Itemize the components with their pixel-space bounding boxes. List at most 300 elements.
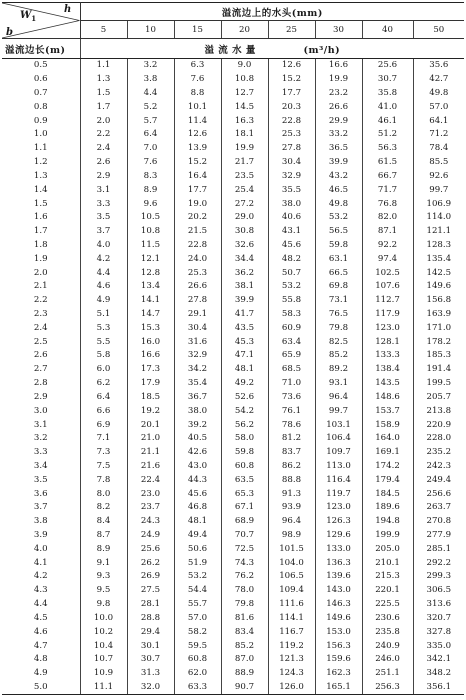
table-cell: 142.5 — [413, 266, 464, 280]
table-cell: 21.6 — [127, 460, 174, 474]
row-label-b: 3.1 — [2, 418, 80, 432]
table-cell: 29.9 — [315, 114, 362, 128]
table-cell: 213.8 — [413, 404, 464, 418]
table-cell: 14.5 — [221, 100, 268, 114]
table-row — [2, 59, 464, 73]
table-cell: 5.2 — [127, 100, 174, 114]
table-cell: 70.7 — [221, 529, 268, 543]
table-cell: 25.3 — [174, 266, 221, 280]
table-cell: 189.6 — [362, 501, 413, 515]
table-cell: 27.8 — [174, 294, 221, 308]
table-row — [2, 584, 464, 598]
table-cell: 15.3 — [127, 321, 174, 335]
table-cell: 35.4 — [174, 377, 221, 391]
row-label-b: 1.1 — [2, 142, 80, 156]
table-cell: 41.0 — [362, 100, 413, 114]
table-cell: 79.8 — [315, 321, 362, 335]
table-cell: 39.9 — [315, 156, 362, 170]
table-cell: 199.9 — [362, 529, 413, 543]
table-cell: 104.0 — [268, 556, 315, 570]
table-cell: 22.8 — [174, 239, 221, 253]
table-cell: 9.3 — [96, 571, 111, 582]
table-cell: 25.4 — [221, 183, 268, 197]
row-label-b: 4.6 — [2, 625, 80, 639]
row-label-b: 2.5 — [2, 335, 80, 349]
table-row — [2, 225, 464, 239]
table-row — [2, 100, 464, 114]
table-cell: 43.5 — [221, 321, 268, 335]
table-row — [2, 335, 464, 349]
table-cell: 65.3 — [221, 487, 268, 501]
row-label-b: 0.8 — [2, 100, 80, 114]
table-cell: 220.1 — [362, 584, 413, 598]
table-cell: 139.6 — [315, 570, 362, 584]
row-label-b: 4.7 — [2, 639, 80, 653]
table-cell: 92.2 — [362, 239, 413, 253]
table-cell: 26.6 — [174, 280, 221, 294]
table-row — [2, 542, 464, 556]
table-cell: 13.9 — [174, 142, 221, 156]
table-cell: 42.7 — [413, 73, 464, 87]
table-cell: 9.6 — [127, 197, 174, 211]
table-cell: 29.4 — [127, 625, 174, 639]
table-cell: 18.1 — [221, 128, 268, 142]
table-cell: 51.9 — [174, 556, 221, 570]
row-label-b: 4.2 — [2, 570, 80, 584]
table-cell: 11.1 — [80, 681, 127, 695]
table-cell: 32.6 — [221, 239, 268, 253]
table-row — [2, 377, 464, 391]
table-cell: 11.4 — [174, 114, 221, 128]
table-cell: 116.4 — [315, 473, 362, 487]
table-cell: 2.2 — [96, 129, 111, 140]
table-row — [2, 667, 464, 681]
table-cell: 52.6 — [221, 391, 268, 405]
table-cell: 10.9 — [93, 668, 114, 679]
table-cell: 205.7 — [413, 391, 464, 405]
table-cell: 10.1 — [174, 100, 221, 114]
row-label-b: 2.7 — [2, 363, 80, 377]
table-cell: 45.6 — [268, 239, 315, 253]
table-cell: 8.0 — [96, 488, 111, 499]
table-cell: 102.5 — [362, 266, 413, 280]
table-cell: 230.6 — [362, 612, 413, 626]
row-label-b: 3.7 — [2, 501, 80, 515]
table-cell: 55.7 — [174, 598, 221, 612]
table-cell: 128.3 — [413, 239, 464, 253]
table-cell: 23.2 — [315, 87, 362, 101]
table-cell: 50.7 — [268, 266, 315, 280]
table-row — [2, 473, 464, 487]
table-cell: 30.4 — [268, 156, 315, 170]
table-cell: 138.4 — [362, 363, 413, 377]
table-cell: 4.6 — [96, 281, 111, 292]
table-cell: 25.3 — [268, 128, 315, 142]
table-cell: 7.0 — [127, 142, 174, 156]
table-cell: 36.2 — [221, 266, 268, 280]
table-cell: 2.4 — [96, 143, 111, 154]
table-cell: 19.9 — [315, 73, 362, 87]
table-cell: 49.8 — [413, 87, 464, 101]
table-cell: 14.1 — [127, 294, 174, 308]
table-cell: 68.9 — [221, 515, 268, 529]
table-cell: 17.3 — [127, 363, 174, 377]
row-label-b: 2.3 — [2, 308, 80, 322]
table-row — [2, 501, 464, 515]
table-row — [2, 142, 464, 156]
table-row — [2, 460, 464, 474]
row-label-b: 0.9 — [2, 114, 80, 128]
table-cell: 114.1 — [268, 612, 315, 626]
table-cell: 5.1 — [96, 309, 111, 320]
row-label-b: 3.4 — [2, 460, 80, 474]
table-cell: 28.8 — [127, 612, 174, 626]
table-cell: 34.4 — [221, 252, 268, 266]
row-label-b: 0.5 — [2, 59, 80, 73]
table-cell: 12.6 — [268, 59, 315, 73]
table-cell: 24.9 — [127, 529, 174, 543]
table-cell: 240.9 — [362, 639, 413, 653]
table-cell: 63.1 — [315, 252, 362, 266]
table-cell: 158.9 — [362, 418, 413, 432]
table-cell: 92.6 — [413, 170, 464, 184]
table-cell: 38.1 — [221, 280, 268, 294]
table-cell: 3.2 — [127, 59, 174, 73]
table-cell: 46.5 — [315, 183, 362, 197]
table-cell: 16.0 — [127, 335, 174, 349]
table-row — [2, 363, 464, 377]
table-cell: 270.8 — [413, 515, 464, 529]
row-label-b: 2.8 — [2, 377, 80, 391]
table-cell: 164.0 — [362, 432, 413, 446]
row-label-b: 2.4 — [2, 321, 80, 335]
table-cell: 32.9 — [268, 170, 315, 184]
table-cell: 39.9 — [221, 294, 268, 308]
table-row — [2, 128, 464, 142]
table-row — [2, 87, 464, 101]
table-cell: 146.3 — [315, 598, 362, 612]
table-cell: 74.3 — [221, 556, 268, 570]
table-row — [2, 570, 464, 584]
table-cell: 263.7 — [413, 501, 464, 515]
table-cell: 63.3 — [174, 681, 221, 695]
table-cell: 143.0 — [315, 584, 362, 598]
table-cell: 49.8 — [315, 197, 362, 211]
row-label-b: 1.8 — [2, 239, 80, 253]
table-cell: 47.1 — [221, 349, 268, 363]
table-cell: 65.9 — [268, 349, 315, 363]
table-cell: 153.7 — [362, 404, 413, 418]
row-label-b: 4.3 — [2, 584, 80, 598]
table-cell: 256.6 — [413, 487, 464, 501]
corner-header-cell — [2, 3, 80, 39]
table-cell: 6.3 — [174, 59, 221, 73]
table-cell: 8.7 — [96, 530, 111, 541]
table-cell: 21.5 — [174, 225, 221, 239]
table-cell: 72.5 — [221, 542, 268, 556]
table-cell: 8.2 — [96, 502, 111, 513]
table-cell: 29.0 — [221, 211, 268, 225]
table-cell: 191.4 — [413, 363, 464, 377]
table-cell: 85.2 — [315, 349, 362, 363]
column-header-h-15: 15 — [174, 21, 221, 39]
row-label-b: 2.6 — [2, 349, 80, 363]
overflow-flow-table — [2, 2, 464, 695]
table-row — [2, 211, 464, 225]
table-cell: 169.1 — [362, 446, 413, 460]
table-cell: 38.0 — [174, 404, 221, 418]
table-cell: 35.5 — [268, 183, 315, 197]
table-cell: 242.3 — [413, 460, 464, 474]
table-row — [2, 73, 464, 87]
table-cell: 24.3 — [127, 515, 174, 529]
table-cell: 76.5 — [315, 308, 362, 322]
table-cell: 57.0 — [174, 612, 221, 626]
table-cell: 299.3 — [413, 570, 464, 584]
table-cell: 26.6 — [315, 100, 362, 114]
table-cell: 17.7 — [268, 87, 315, 101]
table-cell: 10.5 — [127, 211, 174, 225]
table-cell: 5.5 — [96, 336, 111, 347]
table-cell: 3.1 — [96, 184, 111, 195]
table-cell: 10.7 — [93, 654, 114, 665]
table-cell: 16.3 — [221, 114, 268, 128]
table-cell: 7.3 — [96, 447, 111, 458]
table-cell: 87.1 — [362, 225, 413, 239]
table-cell: 42.6 — [174, 446, 221, 460]
table-cell: 251.1 — [362, 667, 413, 681]
row-label-b: 1.9 — [2, 252, 80, 266]
table-cell: 220.9 — [413, 418, 464, 432]
table-cell: 133.3 — [362, 349, 413, 363]
table-cell: 129.6 — [315, 529, 362, 543]
table-cell: 93.1 — [315, 377, 362, 391]
table-row — [2, 487, 464, 501]
table-cell: 199.5 — [413, 377, 464, 391]
corner-label-h: h — [64, 4, 72, 15]
row-label-b: 4.0 — [2, 542, 80, 556]
table-cell: 16.6 — [315, 59, 362, 73]
table-cell: 21.7 — [221, 156, 268, 170]
table-cell: 162.3 — [315, 667, 362, 681]
table-cell: 73.6 — [268, 391, 315, 405]
table-row — [2, 639, 464, 653]
table-cell: 342.1 — [413, 653, 464, 667]
table-cell: 123.0 — [362, 321, 413, 335]
column-header-h-20: 20 — [221, 21, 268, 39]
table-cell: 61.5 — [362, 156, 413, 170]
table-cell: 46.1 — [362, 114, 413, 128]
table-cell: 28.1 — [127, 598, 174, 612]
table-row — [2, 197, 464, 211]
table-cell: 179.4 — [362, 473, 413, 487]
table-cell: 82.0 — [362, 211, 413, 225]
table-cell: 53.2 — [315, 211, 362, 225]
table-cell: 30.1 — [127, 639, 174, 653]
table-cell: 36.5 — [315, 142, 362, 156]
table-cell: 26.9 — [127, 570, 174, 584]
row-label-b: 2.0 — [2, 266, 80, 280]
table-cell: 32.0 — [127, 681, 174, 695]
table-cell: 43.1 — [268, 225, 315, 239]
table-cell: 23.7 — [127, 501, 174, 515]
row-label-b: 2.1 — [2, 280, 80, 294]
table-cell: 126.3 — [315, 515, 362, 529]
table-cell: 27.5 — [127, 584, 174, 598]
table-cell: 8.9 — [127, 183, 174, 197]
table-cell: 88.9 — [221, 667, 268, 681]
table-cell: 114.0 — [413, 211, 464, 225]
table-cell: 116.7 — [268, 625, 315, 639]
table-cell: 58.0 — [221, 432, 268, 446]
row-label-b: 5.0 — [2, 681, 80, 695]
table-cell: 2.0 — [96, 115, 111, 126]
table-cell: 16.6 — [127, 349, 174, 363]
table-cell: 45.3 — [221, 335, 268, 349]
table-cell: 4.2 — [96, 253, 111, 264]
table-cell: 106.5 — [268, 570, 315, 584]
table-cell: 2.9 — [96, 170, 111, 181]
table-cell: 63.5 — [221, 473, 268, 487]
values-unit: (m³/h) — [303, 44, 341, 56]
table-row — [2, 625, 464, 639]
table-cell: 32.9 — [174, 349, 221, 363]
row-label-b: 1.5 — [2, 197, 80, 211]
table-cell: 106.4 — [315, 432, 362, 446]
table-cell: 69.8 — [315, 280, 362, 294]
table-cell: 7.1 — [96, 433, 111, 444]
table-cell: 11.5 — [127, 239, 174, 253]
table-cell: 6.9 — [96, 419, 111, 430]
table-row — [2, 515, 464, 529]
table-cell: 58.2 — [174, 625, 221, 639]
table-cell: 9.0 — [221, 59, 268, 73]
table-cell: 165.1 — [315, 681, 362, 695]
table-cell: 56.2 — [221, 418, 268, 432]
row-label-b: 3.3 — [2, 446, 80, 460]
table-cell: 48.1 — [174, 515, 221, 529]
corner-label-w: $W_1$ — [20, 10, 37, 23]
table-cell: 163.9 — [413, 308, 464, 322]
table-cell: 10.8 — [221, 73, 268, 87]
row-label-b: 4.5 — [2, 612, 80, 626]
column-header-h-10: 10 — [127, 21, 174, 39]
table-cell: 156.8 — [413, 294, 464, 308]
table-cell: 20.2 — [174, 211, 221, 225]
table-cell: 235.8 — [362, 625, 413, 639]
table-row — [2, 653, 464, 667]
table-row — [2, 404, 464, 418]
table-cell: 99.7 — [315, 404, 362, 418]
table-cell: 133.0 — [315, 542, 362, 556]
table-cell: 10.4 — [93, 640, 114, 651]
table-cell: 7.6 — [174, 73, 221, 87]
table-cell: 4.9 — [96, 295, 111, 306]
table-cell: 327.8 — [413, 625, 464, 639]
table-cell: 68.5 — [268, 363, 315, 377]
table-cell: 4.0 — [96, 239, 111, 250]
row-label-b: 4.8 — [2, 653, 80, 667]
table-cell: 5.8 — [96, 350, 111, 361]
table-cell: 5.7 — [127, 114, 174, 128]
table-cell: 27.8 — [268, 142, 315, 156]
table-cell: 178.2 — [413, 335, 464, 349]
table-row — [2, 681, 464, 695]
column-header-h-40: 40 — [362, 21, 413, 39]
table-cell: 9.5 — [96, 585, 111, 596]
table-cell: 83.4 — [221, 625, 268, 639]
table-row — [2, 349, 464, 363]
table-cell: 3.3 — [96, 198, 111, 209]
row-label-b: 1.6 — [2, 211, 80, 225]
table-cell: 7.8 — [96, 474, 111, 485]
table-cell: 13.4 — [127, 280, 174, 294]
table-cell: 34.2 — [174, 363, 221, 377]
table-cell: 40.6 — [268, 211, 315, 225]
table-cell: 277.9 — [413, 529, 464, 543]
table-cell: 44.3 — [174, 473, 221, 487]
table-cell: 49.4 — [174, 529, 221, 543]
table-cell: 107.6 — [362, 280, 413, 294]
table-cell: 124.3 — [268, 667, 315, 681]
table-cell: 20.1 — [127, 418, 174, 432]
row-label-b: 0.6 — [2, 73, 80, 87]
table-cell: 30.4 — [174, 321, 221, 335]
table-cell: 25.6 — [362, 59, 413, 73]
table-row — [2, 252, 464, 266]
table-cell: 41.7 — [221, 308, 268, 322]
table-cell: 121.3 — [268, 653, 315, 667]
table-cell: 33.2 — [315, 128, 362, 142]
row-label-b: 4.1 — [2, 556, 80, 570]
table-cell: 98.9 — [268, 529, 315, 543]
table-cell: 159.6 — [315, 653, 362, 667]
row-label-b: 3.9 — [2, 529, 80, 543]
table-cell: 7.5 — [96, 460, 111, 471]
table-cell: 10.0 — [93, 612, 114, 623]
table-cell: 57.0 — [413, 100, 464, 114]
table-cell: 17.9 — [127, 377, 174, 391]
table-cell: 10.8 — [127, 225, 174, 239]
table-cell: 156.3 — [315, 639, 362, 653]
row-label-b: 2.2 — [2, 294, 80, 308]
table-cell: 101.5 — [268, 542, 315, 556]
flow-table-sheet — [2, 2, 464, 696]
table-cell: 14.7 — [127, 308, 174, 322]
table-cell: 9.8 — [96, 599, 111, 610]
row-label-b: 0.7 — [2, 87, 80, 101]
row-label-b: 1.2 — [2, 156, 80, 170]
table-cell: 348.2 — [413, 667, 464, 681]
table-row — [2, 266, 464, 280]
table-cell: 96.4 — [268, 515, 315, 529]
table-cell: 71.7 — [362, 183, 413, 197]
table-cell: 71.0 — [268, 377, 315, 391]
table-cell: 103.1 — [315, 418, 362, 432]
table-cell: 88.8 — [268, 473, 315, 487]
table-cell: 149.6 — [413, 280, 464, 294]
table-cell: 56.5 — [315, 225, 362, 239]
table-cell: 81.6 — [221, 612, 268, 626]
table-cell: 90.7 — [221, 681, 268, 695]
table-cell: 20.3 — [268, 100, 315, 114]
table-cell: 126.0 — [268, 681, 315, 695]
table-cell: 1.5 — [96, 88, 111, 99]
table-cell: 38.0 — [268, 197, 315, 211]
table-cell: 5.3 — [96, 322, 111, 333]
column-header-h-30: 30 — [315, 21, 362, 39]
table-cell: 79.8 — [221, 598, 268, 612]
